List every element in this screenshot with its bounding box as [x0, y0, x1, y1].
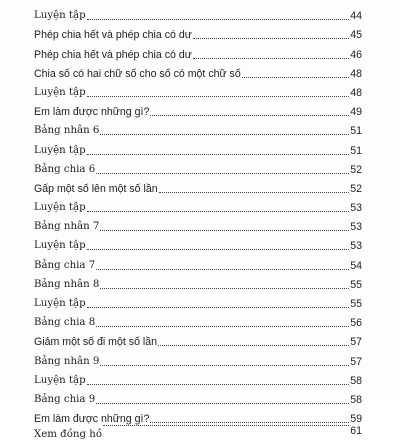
- toc-entry-page-number: 52: [350, 182, 362, 195]
- toc-dot-leader: [100, 230, 349, 231]
- toc-entry-title: Luyện tập: [34, 202, 86, 214]
- toc-dot-leader: [100, 365, 349, 366]
- toc-dot-leader: [96, 269, 349, 270]
- toc-dot-leader: [242, 77, 349, 78]
- toc-entry-page-number: 53: [350, 202, 362, 215]
- toc-entry: [34, 252, 362, 271]
- toc-entry-title: Bảng nhân 9: [34, 355, 100, 367]
- toc-entry-page-number: 55: [350, 278, 362, 291]
- toc-entry-title: Bảng chia 8: [34, 317, 96, 329]
- toc-entry: [34, 118, 362, 137]
- toc-entry-title: Phép chia hết và phép chia có dư: [34, 48, 192, 61]
- toc-entry-page-number: 58: [350, 393, 362, 406]
- toc-dot-leader: [87, 96, 350, 97]
- toc-dot-leader: [150, 422, 349, 423]
- toc-dot-leader: [87, 19, 350, 20]
- toc-dot-leader: [96, 326, 349, 327]
- toc-entry: [34, 425, 362, 439]
- toc-entry-title: Bảng nhân 7: [34, 221, 100, 233]
- toc-entry-title: Bảng nhân 8: [34, 278, 100, 290]
- toc-entry-title: Bảng chia 6: [34, 163, 96, 175]
- toc-entry: [34, 272, 362, 291]
- toc-entry-title: Luyện tập: [34, 374, 86, 386]
- toc-entry-page-number: 58: [350, 374, 362, 387]
- toc-entry: [34, 176, 362, 195]
- toc-dot-leader: [87, 249, 350, 250]
- toc-dot-leader: [100, 288, 349, 289]
- toc-entry: [34, 3, 362, 22]
- toc-entry-page-number: 59: [350, 413, 362, 426]
- toc-entry-title: Luyện tập: [34, 10, 86, 22]
- toc-entry: [34, 61, 362, 80]
- toc-entry-page-number: 51: [350, 125, 362, 138]
- toc-dot-leader: [87, 384, 350, 385]
- toc-dot-leader: [193, 38, 349, 39]
- toc-entry-page-number: 45: [350, 29, 362, 42]
- toc-entry-page-number: 51: [350, 144, 362, 157]
- toc-entry: [34, 291, 362, 310]
- toc-entry: [34, 195, 362, 214]
- toc-entry-title: Chia số có hai chữ số cho số có một chữ số: [34, 67, 241, 80]
- toc-entry-title: Luyện tập: [34, 86, 86, 98]
- toc-entry-title: Luyện tập: [34, 240, 86, 252]
- toc-entry-page-number: 52: [350, 163, 362, 176]
- toc-entry: [34, 22, 362, 41]
- toc-dot-leader: [87, 211, 350, 212]
- toc-entry-title: Giảm một số đi một số lần: [34, 336, 158, 349]
- toc-entry: [34, 157, 362, 176]
- toc-entry-title: Em làm được những gì?: [34, 106, 150, 119]
- toc-dot-leader: [96, 173, 349, 174]
- toc-entry-page-number: 49: [350, 106, 362, 119]
- toc-entry-page-number: 44: [350, 10, 362, 23]
- table-of-contents: [34, 3, 362, 439]
- toc-entry: [34, 99, 362, 118]
- toc-dot-leader: [158, 345, 349, 346]
- toc-dot-leader: [96, 403, 349, 404]
- toc-entry-page-number: 54: [350, 259, 362, 272]
- toc-entry-title: Gấp một số lên một số lần: [34, 182, 158, 195]
- toc-entry: [34, 137, 362, 156]
- toc-entry-title: Bảng chia 9: [34, 393, 96, 405]
- toc-entry-title: Em làm được những gì?: [34, 413, 150, 426]
- toc-entry: [34, 348, 362, 367]
- toc-entry: [34, 214, 362, 233]
- toc-entry-title: Luyện tập: [34, 144, 86, 156]
- toc-entry: [34, 406, 362, 425]
- toc-entry: [34, 310, 362, 329]
- toc-dot-leader: [193, 58, 349, 59]
- toc-entry-page-number: 56: [350, 317, 362, 330]
- toc-entry-title: Bảng chia 7: [34, 259, 96, 271]
- toc-entry-page-number: 57: [350, 336, 362, 349]
- toc-dot-leader: [87, 307, 350, 308]
- toc-dot-leader: [150, 115, 349, 116]
- toc-entry-page-number: 53: [350, 221, 362, 234]
- toc-entry: [34, 80, 362, 99]
- toc-dot-leader: [159, 192, 350, 193]
- toc-entry-page-number: 53: [350, 240, 362, 253]
- toc-entry-page-number: 55: [350, 298, 362, 310]
- toc-dot-leader: [100, 134, 349, 135]
- toc-entry-page-number: 61: [350, 425, 362, 438]
- toc-entry: [34, 387, 362, 406]
- toc-entry-title: Phép chia hết và phép chia có dư: [34, 29, 192, 42]
- toc-entry-page-number: 48: [350, 86, 362, 99]
- toc-entry-page-number: 46: [350, 48, 362, 61]
- toc-entry: [34, 233, 362, 252]
- toc-entry-page-number: 57: [350, 355, 362, 368]
- toc-entry: [34, 41, 362, 60]
- toc-entry-page-number: 48: [350, 67, 362, 80]
- toc-entry: [34, 368, 362, 387]
- toc-entry: [34, 329, 362, 348]
- toc-entry-title: Luyện tập: [34, 298, 86, 309]
- toc-dot-leader: [103, 425, 349, 426]
- toc-dot-leader: [87, 154, 350, 155]
- toc-entry-title: Xem đồng hồ: [34, 429, 103, 441]
- toc-entry-title: Bảng nhân 6: [34, 125, 100, 137]
